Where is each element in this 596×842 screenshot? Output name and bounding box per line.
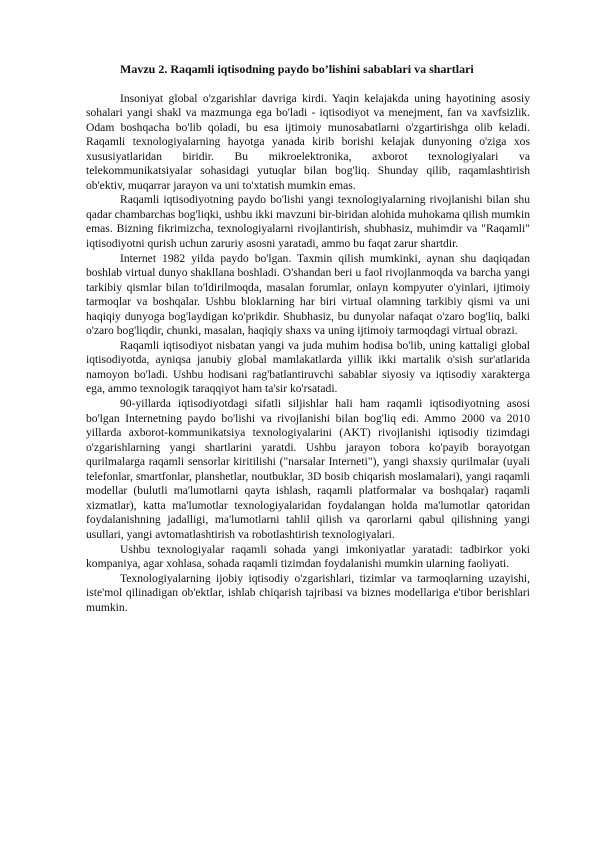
paragraph-5: 90-yillarda iqtisodiyotdagi sifatli siljishlar hali ham raqamli iqtisodiyotning asosi bo'lgan Internetning paydo bo'lishi va rivojlanishi bilan bog'liq edi. Ammo 2000 va 2010 yillarda axborot-kommunikatsiya texnologiyalarini (AKT) rivojlanishi iqtisodiy tizimdagi o'zgarishlarning yangi shartlarini yaratdi. Ushbu jarayon tobora ko'payib borayotgan qurilmalarga raqamli sensorlar kiritilishi ("narsalar Interneti"), yangi shaxsiy qurilmalar (uyali telefonlar, smartfonlar, planshetlar, noutbuklar, 3D bosib chiqarish moslamalari), yangi raqamli modellar (bulutli ma'lumotlarni qayta ishlash, raqamli platformalar va boshqalar) raqamli xizmatlar), katta ma'lumotlar texnologiyalaridan foydalangan holda ma'lumotlar qatoridan foydalanishning jadalligi, ma'lumotlarni tahlil qilish va qarorlarni qabul qilishning yangi usullari, yangi avtomatlashtirish va robotlashtirish texnologiyalari. bbox=[86, 397, 530, 541]
paragraph-4: Raqamli iqtisodiyot nisbatan yangi va juda muhim hodisa bo'lib, uning kattaligi global iqtisodiyotda, ayniqsa janubiy global mamlakatlarda yillik ikki martalik o'sish sur'atlarida namoyon bo'ladi. Ushbu hodisani rag'batlantiruvchi sabablar siyosiy va iqtisodiy xarakterga ega, ammo texnologik taraqqiyot ham ta'sir ko'rsatadi. bbox=[86, 338, 530, 396]
paragraph-7: Texnologiyalarning ijobiy iqtisodiy o'zgarishlari, tizimlar va tarmoqlarning uzayishi, iste'mol qilinadigan ob'ektlar, ishlab chiqarish tajribasi va biznes modellariga e'tibor berishlari mumkin. bbox=[86, 571, 530, 614]
document-page bbox=[86, 62, 530, 615]
document-title: Mavzu 2. Raqamli iqtisodning paydo bo’lishini sabablari va shartlari bbox=[120, 62, 474, 76]
paragraph-6: Ushbu texnologiyalar raqamli sohada yangi imkoniyatlar yaratadi: tadbirkor yoki kompaniya, agar xohlasa, sohada raqamli tizimdan foydalanishi mumkin ularning faoliyati. bbox=[86, 542, 530, 571]
paragraph-3: Internet 1982 yilda paydo bo'lgan. Taxmin qilish mumkinki, aynan shu daqiqadan boshlab virtual dunyo shakllana boshladi. O'shandan beri u faol rivojlanmoqda va barcha yangi tarkibiy qismlar bilan to'ldirilmoqda, masalan forumlar, onlayn kompyuter o'yinlari, ijtimoiy tarmoqlar va boshqalar. Ushbu bloklarning har biri virtual olamning tarkibiy qismi va uni haqiqiy dunyoga bog'laydigan ko'prikdir. Shubhasiz, bu dunyolar nafaqat o'zaro bog'liq, balki o'zaro bog'liqdir, chunki, masalan, haqiqiy shaxs va uning ijtimoiy tarmoqdagi virtual obrazi. bbox=[86, 251, 530, 338]
paragraph-2: Raqamli iqtisodiyotning paydo bo'lishi yangi texnologiyalarning rivojlanishi bilan shu qadar chambarchas bog'liqki, ushbu ikki mavzuni bir-biridan alohida muhokama qilish mumkin emas. Bizning fikrimizcha, texnologiyalarni rivojlantirish, shubhasiz, muhimdir va "Raqamli" iqtisodiyotni qurish uchun zaruriy asosni yaratadi, ammo bu faqat zarur shartdir. bbox=[86, 193, 530, 251]
paragraph-1: Insoniyat global o'zgarishlar davriga kirdi. Yaqin kelajakda uning hayotining asosiy sohalari yangi shakl va mazmunga ega bo'ladi - iqtisodiyot va menejment, fan va xavfsizlik. Odam boshqacha bo'lib qoladi, bu esa ijtimoiy munosabatlarni o'zgartirishga olib keladi. Raqamli texnologiyalarning hayotga yanada kirib borishi kelajak dunyoning o'ziga xos xususiyatlaridan biridir. Bu mikroelektronika, axborot texnologiyalari va telekommunikatsiyalar sohasidagi yutuqlar bilan bog'liq. Shunday qilib, raqamlashtirish ob'ektiv, muqarrar jarayon va uni to'xtatish mumkin emas. bbox=[86, 91, 530, 192]
